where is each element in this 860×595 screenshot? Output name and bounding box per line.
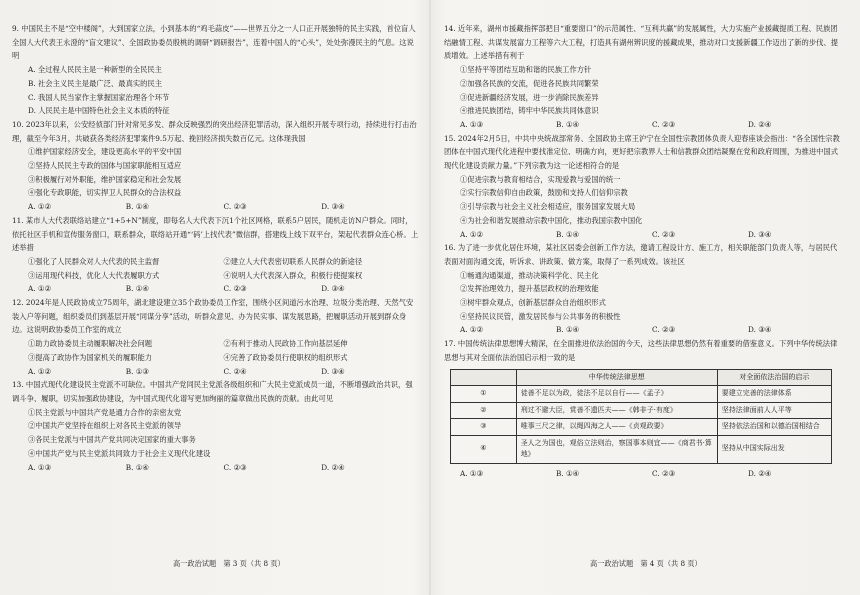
statement: ③促进新疆经济发展，进一步消除民族差异	[460, 92, 599, 102]
question-11	[12, 214, 419, 296]
table-header-cell: 中华传统法律思想	[516, 369, 717, 386]
choice: C. ②③	[223, 462, 247, 472]
question-stem: 12. 2024年是人民政协成立75周年，湖北建设建立35个政协委员工作室，围绕小区间道污水治理、垃圾分类治理、天然气安装入户等问题，组织委员们到基层开展“同谋分享”活动，听群众意见、办为民实事、谋发展思路，把履职活动开展到群众身边。这说明政协委员工作室的成立	[12, 298, 414, 335]
statement: ②发挥治理效力，提升基层政权的治理效能	[460, 284, 599, 294]
statement: ②建立人大代表密切联系人民群众的新途径	[223, 256, 363, 266]
question-stem: 15. 2024年2月5日，中共中央统战部常务、全国政协主席王沪宁在全国性宗教团体负责人迎春座谈会指出：“各全国性宗教团体在中国式现代化进程中要找准定位、明确方向，更好把宗教界人士和信教群众团结凝聚在党和政府周围，为推进中国式现代化建设贡献力量。”下列宗教为这一论述相符合的是	[444, 133, 840, 171]
question-13	[12, 378, 419, 474]
choice: C. ②③	[652, 229, 676, 239]
table-row	[451, 386, 832, 403]
statement: ③各民主党派与中国共产党共同决定国家的重大事务	[28, 435, 196, 445]
traditional-thought: 刑过不避大臣，赏善不遗匹夫——《韩非子·有度》	[516, 402, 717, 419]
statement: ③积极履行对外职能，维护国家稳定和社会发展	[28, 174, 182, 184]
traditional-thought: 徒善不足以为政，徒法不足以自行——《孟子》	[516, 386, 717, 403]
answer-choices	[444, 118, 844, 132]
table-row	[451, 402, 832, 419]
statement: ④说明人大代表深入群众，积极行使提案权	[223, 270, 363, 280]
question-10	[12, 118, 419, 214]
choice: D. ③④	[321, 284, 345, 294]
statement: ②实行宗教信仰自由政策，鼓励和支持人们信仰宗教	[460, 188, 628, 198]
option: B. 社会主义民主是最广泛、最真实的民主	[28, 78, 163, 88]
question-stem: 16. 为了进一步优化居住环境，某社区居委会创新工作方法，邀请工程设计方、施工方，相关职能部门负责人等，与居民代表面对面沟通交流，听诉求、讲政策、做方案，取得了一系列成效。该社区	[444, 243, 838, 266]
option: A. 全过程人民民主是一种新型的全民民主	[28, 65, 162, 75]
page-fold	[429, 0, 431, 595]
page-footer-left: 高一政治试题 第 3 页（共 8 页）	[173, 559, 285, 568]
question-9	[12, 22, 419, 118]
question-12	[12, 296, 419, 378]
choice: B. ①④	[556, 468, 580, 478]
choice: A. ①③	[460, 468, 483, 478]
statement: ④中国共产党与民主党派共同致力于社会主义现代化建设	[28, 448, 211, 458]
question-stem: 11. 某市人大代表联络站建立“1+5+N”制度，即每名人大代表下沉1个社区网格，联系5户居民，随机走访N户群众。同时，依托社区手机和宣传服务窗口，联系群众，联络站开通“‘码’上找代表”微信群，搭建线上线下双平台，架起代表群众连心桥。上述举措	[12, 215, 419, 253]
row-number: ②	[451, 402, 517, 419]
statement: ③引导宗教与社会主义社会相适应，服务国家发展大局	[460, 202, 636, 212]
answer-choices	[12, 200, 419, 214]
traditional-thought: 唯事三尺之律，以绳四海之人——《贞观政要》	[516, 419, 717, 436]
traditional-thought: 圣人之为国也，观俗立法则治，察国事本则宜——《商君书·算地》	[516, 435, 717, 463]
question-14	[444, 22, 844, 132]
choice: D. ③④	[748, 325, 772, 335]
implication: 坚持法律面前人人平等	[717, 402, 831, 419]
law-thought-table	[450, 369, 832, 464]
left-page-column	[12, 22, 419, 474]
implication: 坚持依法治国和以德治国相结合	[717, 419, 831, 436]
choice: D. ③④	[321, 202, 345, 212]
answer-choices	[444, 467, 844, 481]
choice: D. ②④	[748, 119, 772, 129]
choice: B. ①④	[125, 462, 149, 472]
statement: ①坚持平等团结互助和谐的民族工作方针	[460, 65, 592, 75]
choice: C. ②③	[652, 468, 676, 478]
choice: D. ②④	[748, 468, 772, 478]
answer-choices	[12, 461, 419, 475]
page-footer-right: 高一政治试题 第 4 页（共 8 页）	[590, 559, 702, 568]
table-header-row	[451, 369, 832, 386]
statement: ③运用现代科技，优化人大代表履职方式	[28, 270, 160, 280]
choice: A. ①②	[28, 202, 51, 212]
statement: ③提高了政协作为国家机关的履职能力	[28, 352, 153, 362]
statement: ②加强各民族的交流，促进各民族共同繁荣	[460, 78, 599, 88]
statement: ④完善了政协委员行使职权的组织形式	[223, 352, 348, 362]
statement: ④强化专政职能，切实捍卫人民群众的合法权益	[28, 188, 182, 198]
choice: B. ①④	[556, 325, 580, 335]
statement: ①畅通沟通渠道，推动决策科学化、民主化	[460, 270, 599, 280]
statement-pair	[12, 255, 419, 269]
choice: A. ①③	[460, 119, 483, 129]
question-stem: 10. 2023年以来，公安经侦部门针对常见多发、群众反映强烈的突出经济犯罪活动，深入组织开展专项行动，持续进行打击治理，截至今年3月，共破获各类经济犯罪案件9.5万起、挽回经济损失数百亿元。这体现我国	[12, 119, 417, 143]
choice: B. ①④	[556, 229, 580, 239]
row-number: ③	[451, 419, 517, 436]
question-stem: 17. 中国传统法律思想博大精深，在全面推进依法治国的今天，这些法律思想仍然有着重要的借鉴意义。下列中华传统法律思想与其对全面依法治国启示相一致的是	[444, 339, 838, 362]
statement: ④推进民族团结，铸牢中华民族共同体意识	[460, 106, 599, 116]
table-header-cell	[451, 369, 517, 386]
statement: ②中国共产党坚持在组织上对各民主党派的领导	[28, 421, 182, 431]
choice: C. ②③	[652, 325, 676, 335]
question-15	[444, 132, 844, 242]
choice: C. ②③	[223, 284, 247, 294]
row-number: ①	[451, 386, 517, 403]
statement: ④为社会和谐发展推动宗教中国化，推动我国宗教中国化	[460, 215, 643, 225]
statement: ①促进宗教与教育相结合，实现爱教与爱国的统一	[460, 174, 621, 184]
table-header-cell: 对全面依法治国的启示	[717, 369, 831, 386]
implication: 坚持从中国实际出发	[717, 435, 831, 463]
choice: D. ②④	[321, 462, 345, 472]
answer-choices	[12, 282, 419, 296]
question-17	[444, 337, 844, 480]
statement-pair	[12, 337, 419, 351]
option: D. 人民民主是中国特色社会主义本质的特征	[28, 106, 170, 116]
question-stem: 14. 近年来，湖州市援藏指挥部把目“重要窗口”的示范属性、“互利共赢”的发展属性，大力实施产业援藏提质工程、民族团结融情工程、共谋发展富力工程等六大工程，打造具有湖州辨识度的援藏成果，推动对口支援新疆工作迈出了新的步伐、提质增效。上述举措有利于	[444, 24, 839, 61]
choice: C. ②③	[652, 119, 676, 129]
implication: 要建立完善的法律体系	[717, 386, 831, 403]
right-page-column	[444, 22, 844, 480]
answer-choices	[444, 228, 844, 242]
statement: ③树牢群众观点，创新基层群众自治组织形式	[460, 298, 606, 308]
choice: D. ③④	[748, 229, 772, 239]
statement: ②坚持人民民主专政的国体与国家职能相互适应	[28, 161, 182, 171]
answer-choices	[444, 323, 844, 337]
option: C. 我国人民当家作主掌握国家治理各个环节	[28, 92, 170, 102]
statement-pair	[12, 269, 419, 283]
choice: A. ①②	[28, 284, 51, 294]
choice: B. ①④	[556, 119, 580, 129]
statement: ①强化了人民群众对人大代表的民主监督	[28, 256, 160, 266]
choice: C. ②④	[223, 366, 247, 376]
answer-choices	[12, 365, 419, 379]
question-stem: 13. 中国式现代化建设民主党派不可缺位。中国共产党同民主党派各级组织和广大民主党派成员一道，不断增强政治共识，强调斗争、履职，切实加强政协建设，为中国式现代化谱写更加绚丽的篇章做出民族的贡献。由此可见	[12, 380, 413, 403]
choice: A. ①②	[460, 229, 483, 239]
question-16	[444, 241, 844, 337]
choice: B. ①④	[125, 202, 149, 212]
statement: ④坚持民议民管，激发居民参与公共事务的积极性	[460, 311, 621, 321]
row-number: ④	[451, 435, 517, 463]
choice: D. ③④	[321, 366, 345, 376]
choice: A. ①②	[460, 325, 483, 335]
choice: A. ①③	[28, 462, 51, 472]
statement: ①维护国家经济安全，建设更高水平的平安中国	[28, 147, 182, 157]
statement-pair	[12, 351, 419, 365]
table-row	[451, 419, 832, 436]
table-row	[451, 435, 832, 463]
choice: B. ①④	[125, 284, 149, 294]
choice: B. ①③	[125, 366, 149, 376]
statement: ①民主党派与中国共产党是通力合作的亲密友党	[28, 407, 182, 417]
choice: A. ①②	[28, 366, 51, 376]
statement: ②有利于推动人民政协工作向基层延伸	[223, 339, 348, 349]
choice: C. ②③	[223, 202, 247, 212]
question-stem: 9. 中国民主不是“空中楼阁”，大到国家立法，小到基本的“鸡毛蒜皮”——世界五分之一人口正开展独特的民主实践，首位盲人全国人大代表王永澄的“盲文建议”、全国政协委员殷桃的调研“调研报告”，连着中国人的“心头”，处处弥漫民主的气息。这说明	[12, 24, 416, 61]
statement: ①助力政协委员主动履职解决社会问题	[28, 339, 153, 349]
